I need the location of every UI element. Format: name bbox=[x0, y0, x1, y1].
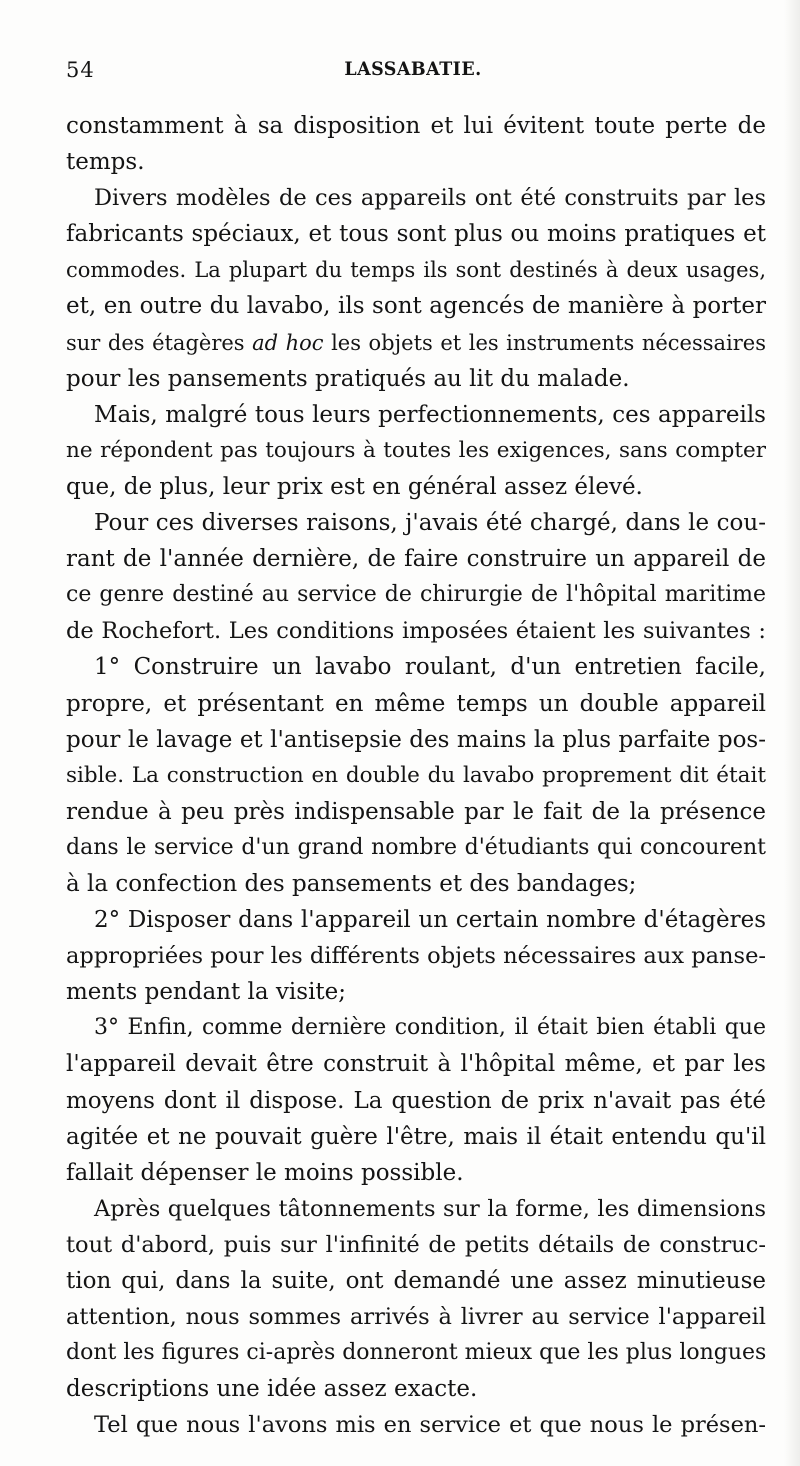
text-line: ce genre destiné au service de chirurgie de l'hôpital maritime bbox=[66, 582, 766, 608]
text-line: Mais, malgré tous leurs perfectionnements, ces appareils bbox=[94, 401, 766, 428]
text-line: tion qui, dans la suite, ont demandé une assez minutieuse bbox=[66, 1268, 766, 1294]
page-number: 54 bbox=[66, 58, 95, 82]
text-line: commodes. La plupart du temps ils sont destinés à deux usages, bbox=[66, 258, 766, 283]
text-line: attention, nous sommes arrivés à livrer au service l'appareil bbox=[66, 1304, 766, 1331]
text-line: l'appareil devait être construit à l'hôpital même, et par les bbox=[66, 1051, 766, 1078]
text-line: de Rochefort. Les conditions imposées étaient les suivantes : bbox=[66, 618, 766, 645]
text-line: sible. La construction en double du lavabo proprement dit était bbox=[66, 762, 766, 788]
text-line: 2° Disposer dans l'appareil un certain nombre d'étagères bbox=[94, 907, 766, 934]
text-line: 1° Construire un lavabo roulant, d'un entretien facile, bbox=[94, 654, 766, 681]
text-line: tout d'abord, puis sur l'infinité de petits détails de construc- bbox=[66, 1231, 766, 1258]
text-line: Après quelques tâtonnements sur la forme, les dimensions bbox=[94, 1195, 766, 1222]
text-line: que, de plus, leur prix est en général assez élevé. bbox=[66, 473, 643, 500]
text-line: à la confection des pansements et des bandages; bbox=[66, 870, 637, 897]
scan-edge-shadow bbox=[784, 0, 800, 1466]
running-head bbox=[66, 58, 760, 88]
text-line: temps. bbox=[66, 149, 145, 176]
text-line: dans le service d'un grand nombre d'étudiants qui concourent bbox=[66, 834, 766, 860]
text-line: Divers modèles de ces appareils ont été construits par les bbox=[94, 185, 766, 212]
text-line: agitée et ne pouvait guère l'être, mais il était entendu qu'il bbox=[66, 1123, 766, 1150]
text-line: pour les pansements pratiqués au lit du malade. bbox=[66, 365, 630, 392]
text-line: ments pendant la visite; bbox=[66, 979, 347, 1006]
text-line: descriptions une idée assez exacte. bbox=[66, 1376, 478, 1403]
text-line: rant de l'année dernière, de faire construire un appareil de bbox=[66, 546, 766, 573]
running-title: LASSABATIE. bbox=[344, 58, 482, 80]
text-line: dont les figures ci-après donneront mieux que les plus longues bbox=[66, 1340, 766, 1366]
text-line: et, en outre du lavabo, ils sont agencés de manière à porter bbox=[66, 293, 766, 320]
text-line: Tel que nous l'avons mis en service et que nous le présen- bbox=[94, 1412, 766, 1439]
text-line: fabricants spéciaux, et tous sont plus ou moins pratiques et bbox=[66, 221, 766, 248]
text-line: Pour ces diverses raisons, j'avais été chargé, dans le cou- bbox=[94, 510, 766, 537]
text-line: fallait dépenser le moins possible. bbox=[66, 1159, 464, 1186]
italic-phrase: ad hoc bbox=[252, 330, 324, 355]
text-line: constamment à sa disposition et lui évitent toute perte de bbox=[66, 113, 766, 139]
text-line: rendue à peu près indispensable par le fait de la présence bbox=[66, 798, 766, 825]
text-line: appropriées pour les différents objets nécessaires aux panse- bbox=[66, 943, 766, 970]
text-line: pour le lavage et l'antisepsie des mains la plus parfaite pos- bbox=[66, 726, 766, 753]
body-text bbox=[66, 108, 766, 1443]
text-line: 3° Enfin, comme dernière condition, il était bien établi que bbox=[94, 1015, 766, 1041]
text-line: propre, et présentant en même temps un double appareil bbox=[66, 690, 766, 717]
text-line: moyens dont il dispose. La question de prix n'avait pas été bbox=[66, 1087, 766, 1114]
text-line: sur des étagères ad hoc les objets et les instruments nécessaires bbox=[66, 330, 766, 355]
text-line: ne répondent pas toujours à toutes les exigences, sans compter bbox=[66, 437, 766, 463]
